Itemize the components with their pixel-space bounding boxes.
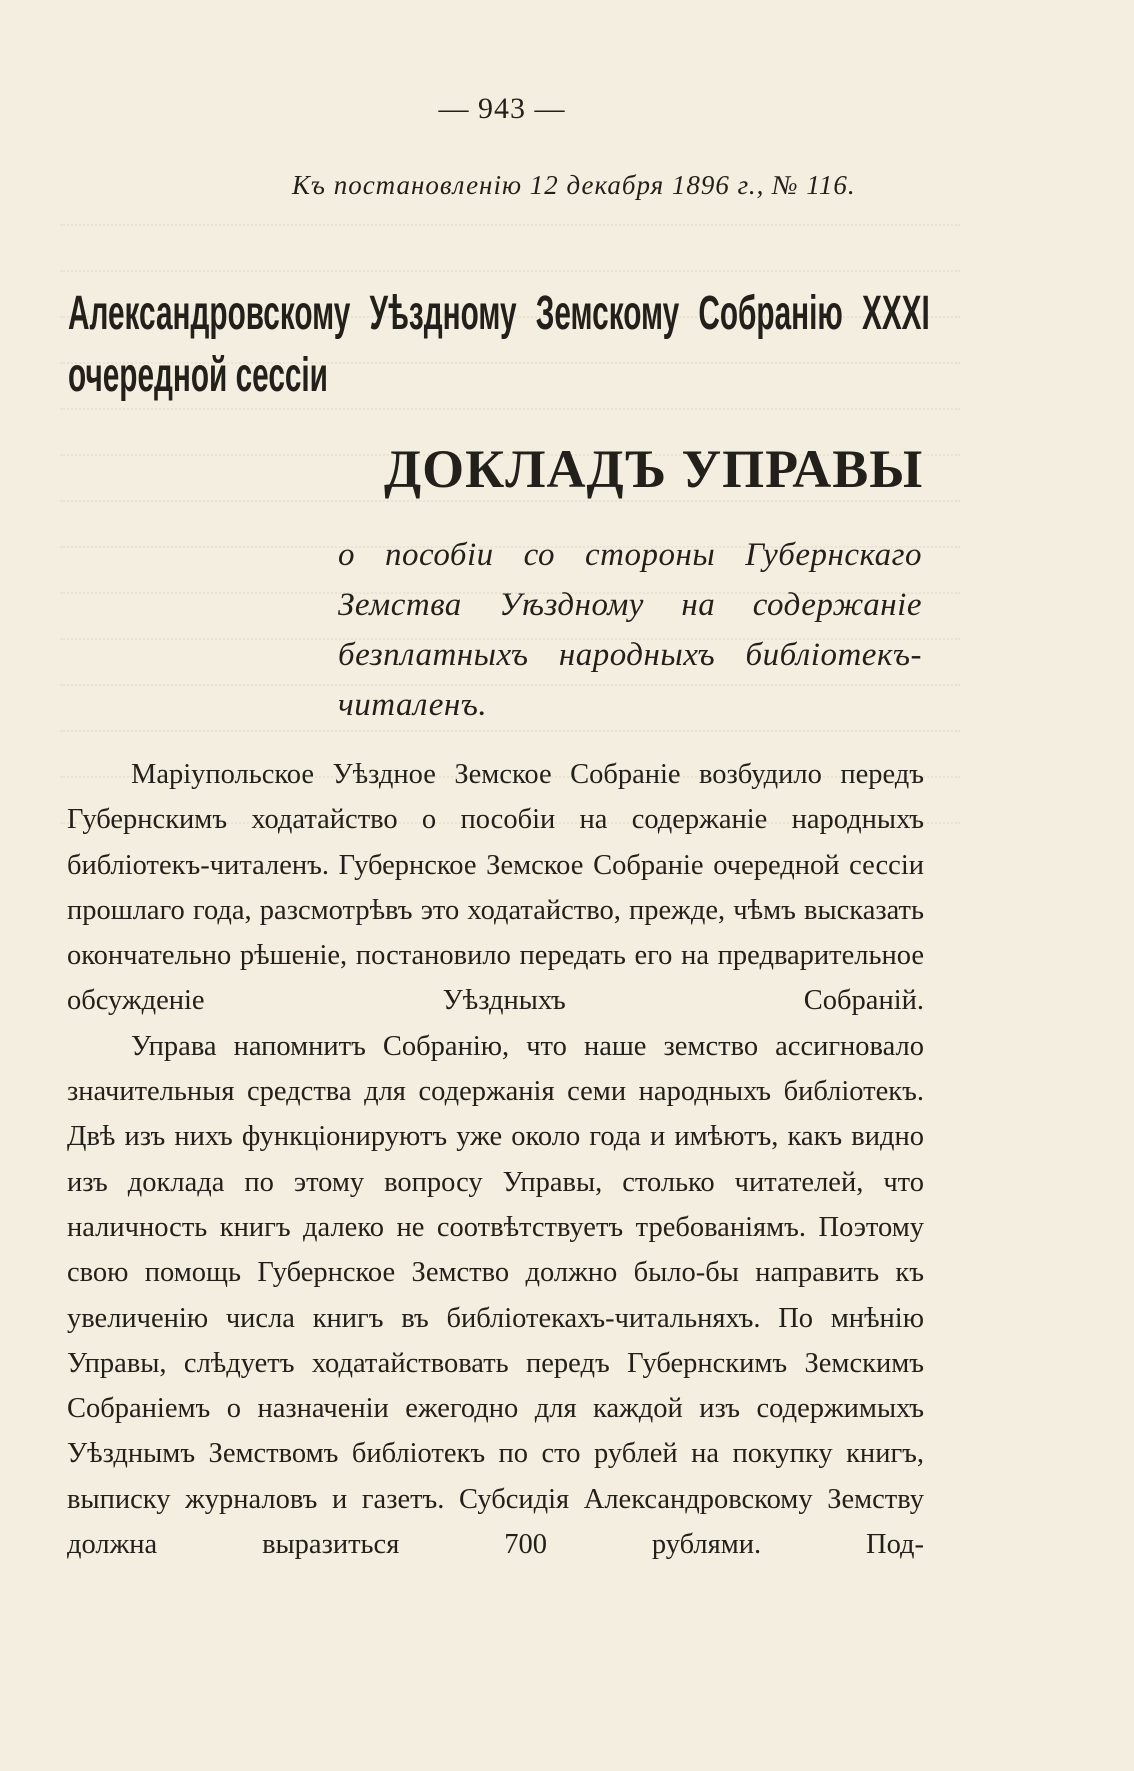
report-subtitle: о пособіи со стороны Губернскаго Земства Уѣздному на содержаніе безплатныхъ народныхъ библіотекъ-читаленъ. (338, 537, 922, 723)
report-body (67, 752, 924, 1567)
body-paragraph: Управа напомнитъ Собранію, что наше земство ассигновало значительныя средства для содержанія семи народныхъ библіотекъ. Двѣ изъ нихъ функціонируютъ уже около года и имѣютъ, какъ видно изъ доклада по этому вопросу Управы, столько читателей, что наличность книгъ далеко не соотвѣтствуетъ требованіямъ. Поэтому свою помощь Губернское Земство должно было-бы направить къ увеличенію числа книгъ въ библіотекахъ-читальняхъ. По мнѣнію Управы, слѣдуетъ ходатайствовать передъ Губернскимъ Земскимъ Собраніемъ о назначеніи ежегодно для каждой изъ содержимыхъ Уѣзднымъ Земствомъ библіотекъ по сто рублей на покупку книгъ, выписку журналовъ и газетъ. Субсидія Александровскому Земству должна выразиться 700 рублями. Под- (67, 1030, 924, 1561)
assembly-heading: Александровскому Уѣздному Земскому Собранію XXXI очередной сессіи (68, 287, 930, 402)
resolution-reference: Къ постановленію 12 декабря 1896 г., № 116. (292, 170, 856, 200)
report-title: ДОКЛАДЪ УПРАВЫ (384, 439, 924, 499)
body-paragraph: Маріупольское Уѣздное Земское Собраніе возбудило передъ Губернскимъ ходатайство о пособіи на содержаніе народныхъ библіотекъ-читаленъ. Губернское Земское Собраніе очередной сессіи прошлаго года, разсмотрѣвъ это ходатайство, прежде, чѣмъ высказать окончательно рѣшеніе, постановило передать его на предварительное обсужденіе Уѣздныхъ Собраній. (67, 759, 924, 1017)
page-number: — 943 — (438, 92, 566, 125)
bleed-through-texture (60, 180, 960, 830)
